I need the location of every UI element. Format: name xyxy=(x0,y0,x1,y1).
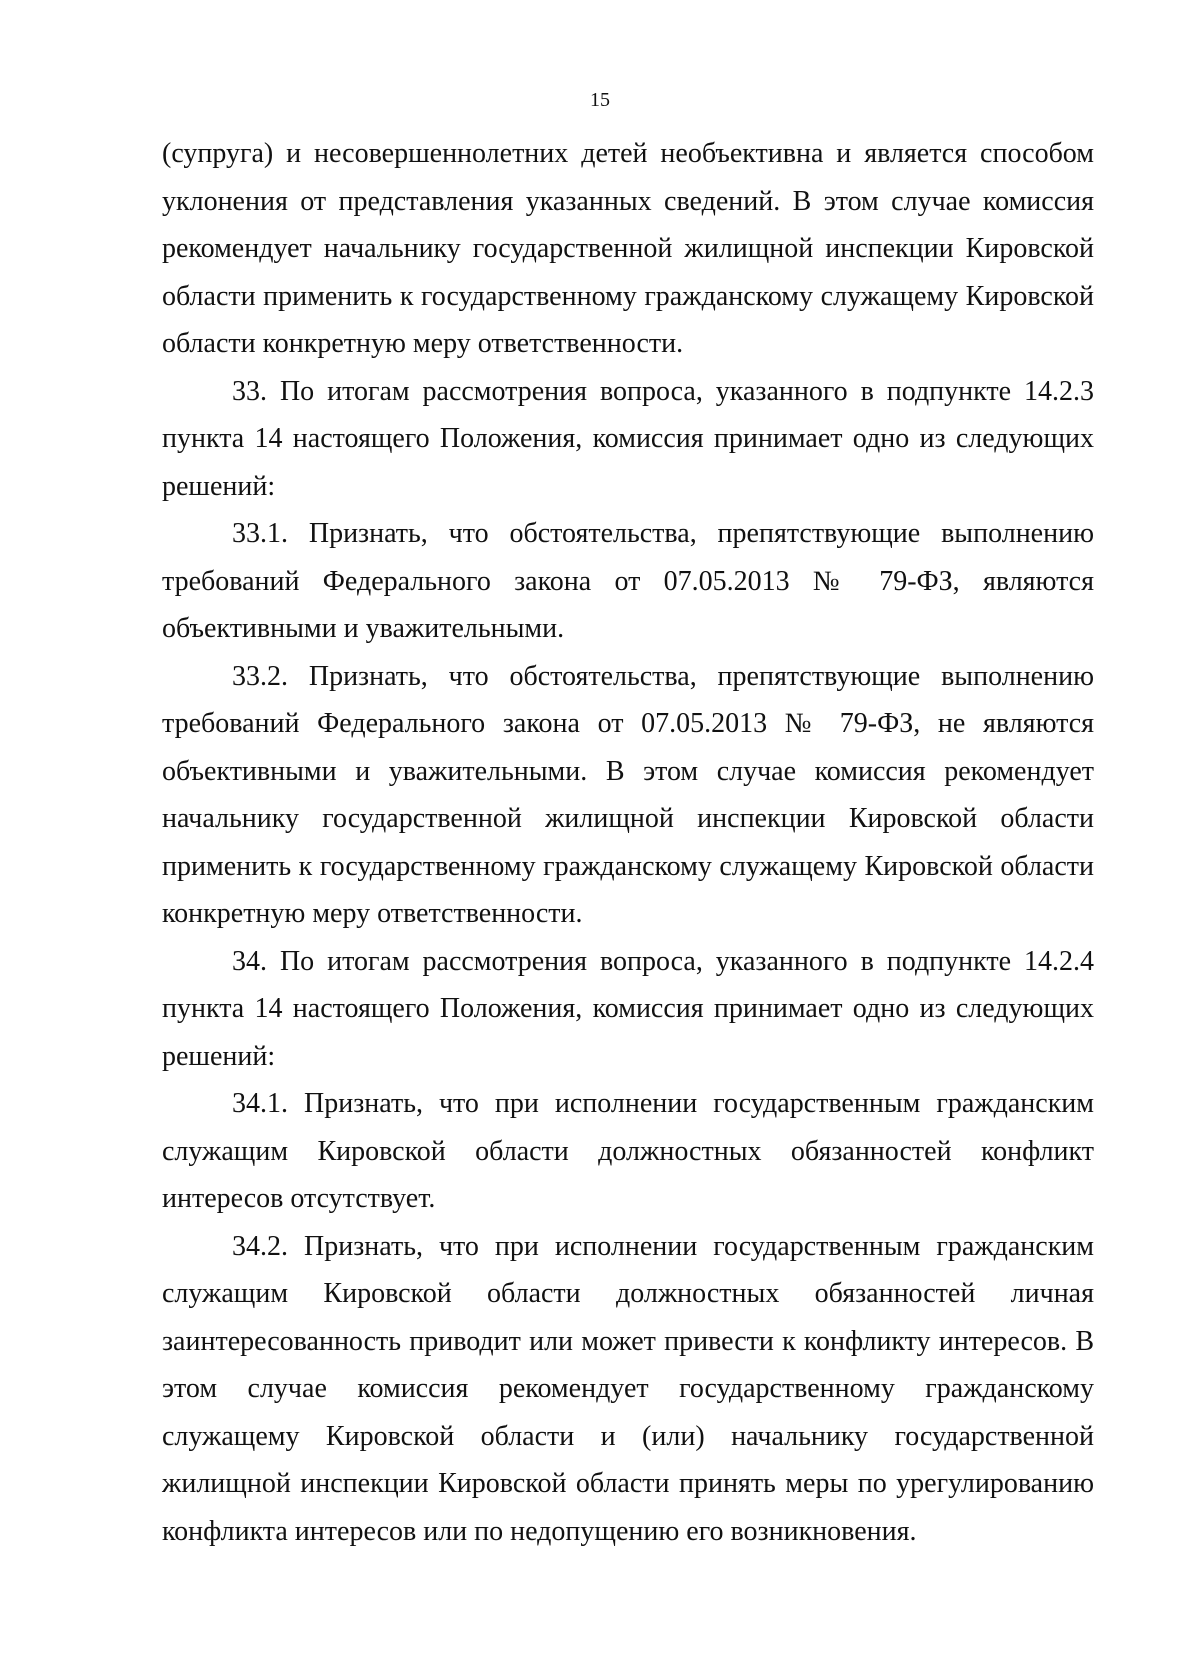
paragraph-item-34: 34. По итогам рассмотрения вопроса, указанного в подпункте 14.2.4 пункта 14 настоящего Положения, комиссия принимает одно из следующих решений: xyxy=(162,945,1094,1072)
paragraph-continuation: (супруга) и несовершеннолетних детей необъективна и является способом уклонения от представления указанных сведений. В этом случае комиссия рекомендует начальнику государственной жилищной инспекции Кировской области применить к государственному гражданскому служащему Кировской области конкретную меру ответственности. xyxy=(162,138,1094,359)
paragraph-item-33: 33. По итогам рассмотрения вопроса, указанного в подпункте 14.2.3 пункта 14 настоящего Положения, комиссия принимает одно из следующих решений: xyxy=(162,375,1094,502)
page-number: 15 xyxy=(590,89,610,111)
document-body xyxy=(162,130,1094,1555)
paragraph-item-34-1: 34.1. Признать, что при исполнении государственным гражданским служащим Кировской области должностных обязанностей конфликт интересов отсутствует. xyxy=(162,1088,1094,1214)
paragraph-item-34-2: 34.2. Признать, что при исполнении государственным гражданским служащим Кировской области должностных обязанностей личная заинтересованность приводит или может привести к конфликту интересов. В этом случае комиссия рекомендует государственному гражданскому служащему Кировской области и (или) начальнику государственной жилищной инспекции Кировской области принять меры по урегулированию конфликта интересов или по недопущению его возникновения. xyxy=(162,1230,1094,1547)
paragraph-item-33-1: 33.1. Признать, что обстоятельства, препятствующие выполнению требований Федерального закона от 07.05.2013 № 79-ФЗ, являются объективными и уважительными. xyxy=(162,518,1094,644)
paragraph-item-33-2: 33.2. Признать, что обстоятельства, препятствующие выполнению требований Федерального закона от 07.05.2013 № 79-ФЗ, не являются объективными и уважительными. В этом случае комиссия рекомендует начальнику государственной жилищной инспекции Кировской области применить к государственному гражданскому служащему Кировской области конкретную меру ответственности. xyxy=(162,660,1094,929)
